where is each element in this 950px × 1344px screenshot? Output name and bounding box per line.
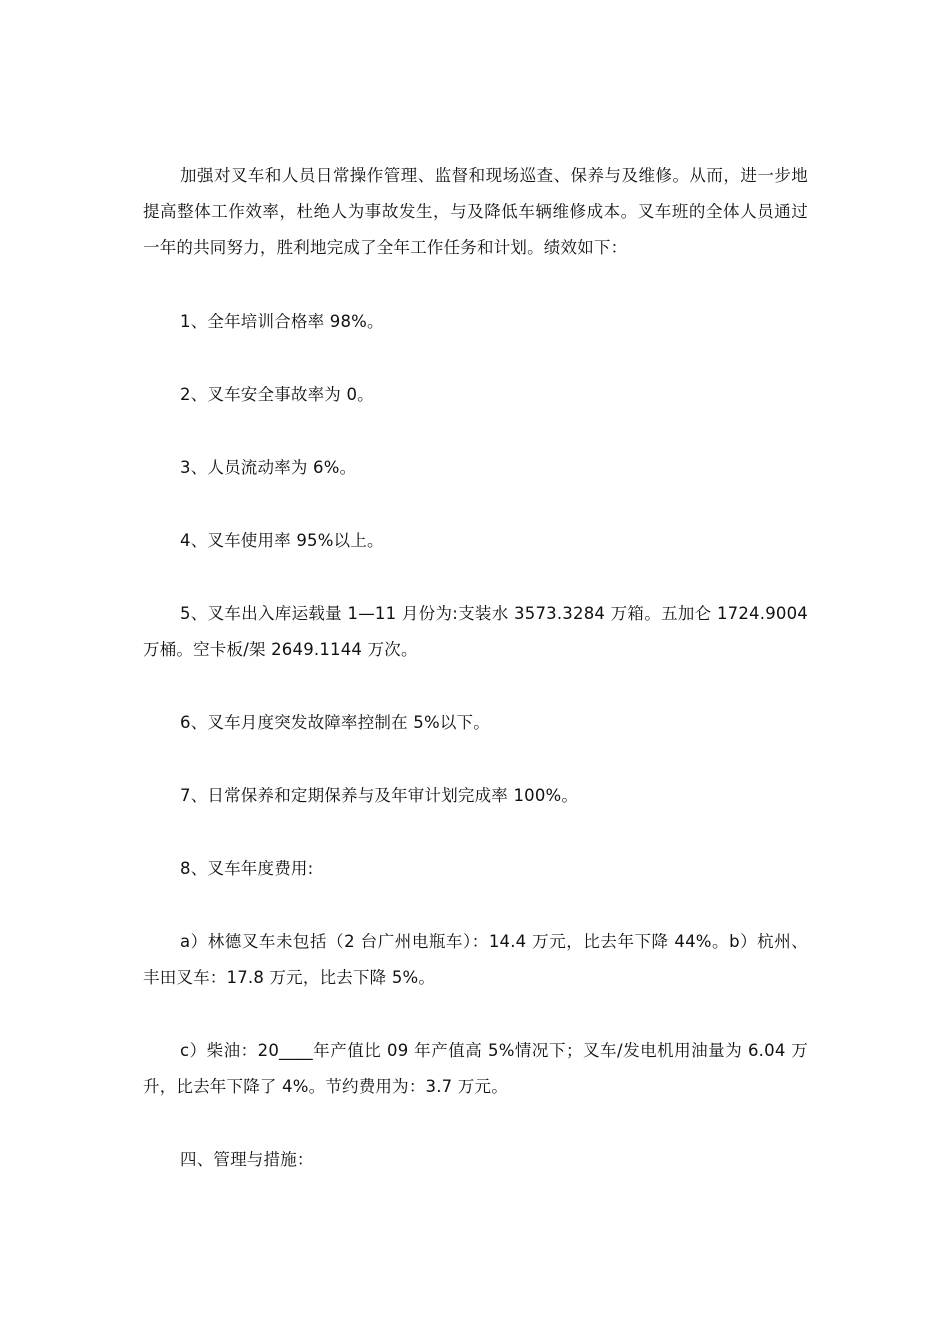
paragraph-spacer (143, 741, 808, 778)
paragraph-spacer (143, 486, 808, 523)
paragraph-spacer (143, 814, 808, 851)
item-cost-diesel: c）柴油：20____年产值比 09 年产值高 5%情况下；叉车/发电机用油量为 6.04 万升，比去年下降了 4%。节约费用为：3.7 万元。 (143, 1041, 808, 1096)
paragraph-spacer (143, 996, 808, 1033)
item-annual-cost: 8、叉车年度费用: (180, 859, 314, 878)
paragraph-spacer (143, 887, 808, 924)
intro-paragraph: 加强对叉车和人员日常操作管理、监督和现场巡查、保养与及维修。从而，进一步地提高整体工作效率，杜绝人为事故发生，与及降低车辆维修成本。叉车班的全体人员通过一年的共同努力，胜利地完成了全年工作任务和计划。绩效如下： (143, 166, 808, 257)
item-turnover-rate: 3、人员流动率为 6%。 (180, 458, 357, 477)
paragraph-spacer (143, 668, 808, 705)
item-training-pass-rate: 1、全年培训合格率 98%。 (180, 312, 384, 331)
document-body (143, 158, 808, 1178)
item-utilization-rate: 4、叉车使用率 95%以上。 (180, 531, 384, 550)
paragraph-spacer (143, 1105, 808, 1142)
item-accident-rate: 2、叉车安全事故率为 0。 (180, 385, 374, 404)
item-failure-rate: 6、叉车月度突发故障率控制在 5%以下。 (180, 713, 490, 732)
item-maintenance-completion: 7、日常保养和定期保养与及年审计划完成率 100%。 (180, 786, 579, 805)
paragraph-spacer (143, 559, 808, 596)
paragraph-spacer (143, 413, 808, 450)
section-heading-management: 四、管理与措施： (180, 1150, 314, 1169)
item-cost-forklifts: a）林德叉车未包括（2 台广州电瓶车）：14.4 万元，比去年下降 44%。b）杭州、丰田叉车：17.8 万元，比去下降 5%。 (143, 932, 808, 987)
paragraph-spacer (143, 266, 808, 304)
paragraph-spacer (143, 340, 808, 377)
item-transport-volume: 5、叉车出入库运载量 1—11 月份为:支装水 3573.3284 万箱。五加仑 1724.9004 万桶。空卡板/架 2649.1144 万次。 (143, 604, 808, 659)
